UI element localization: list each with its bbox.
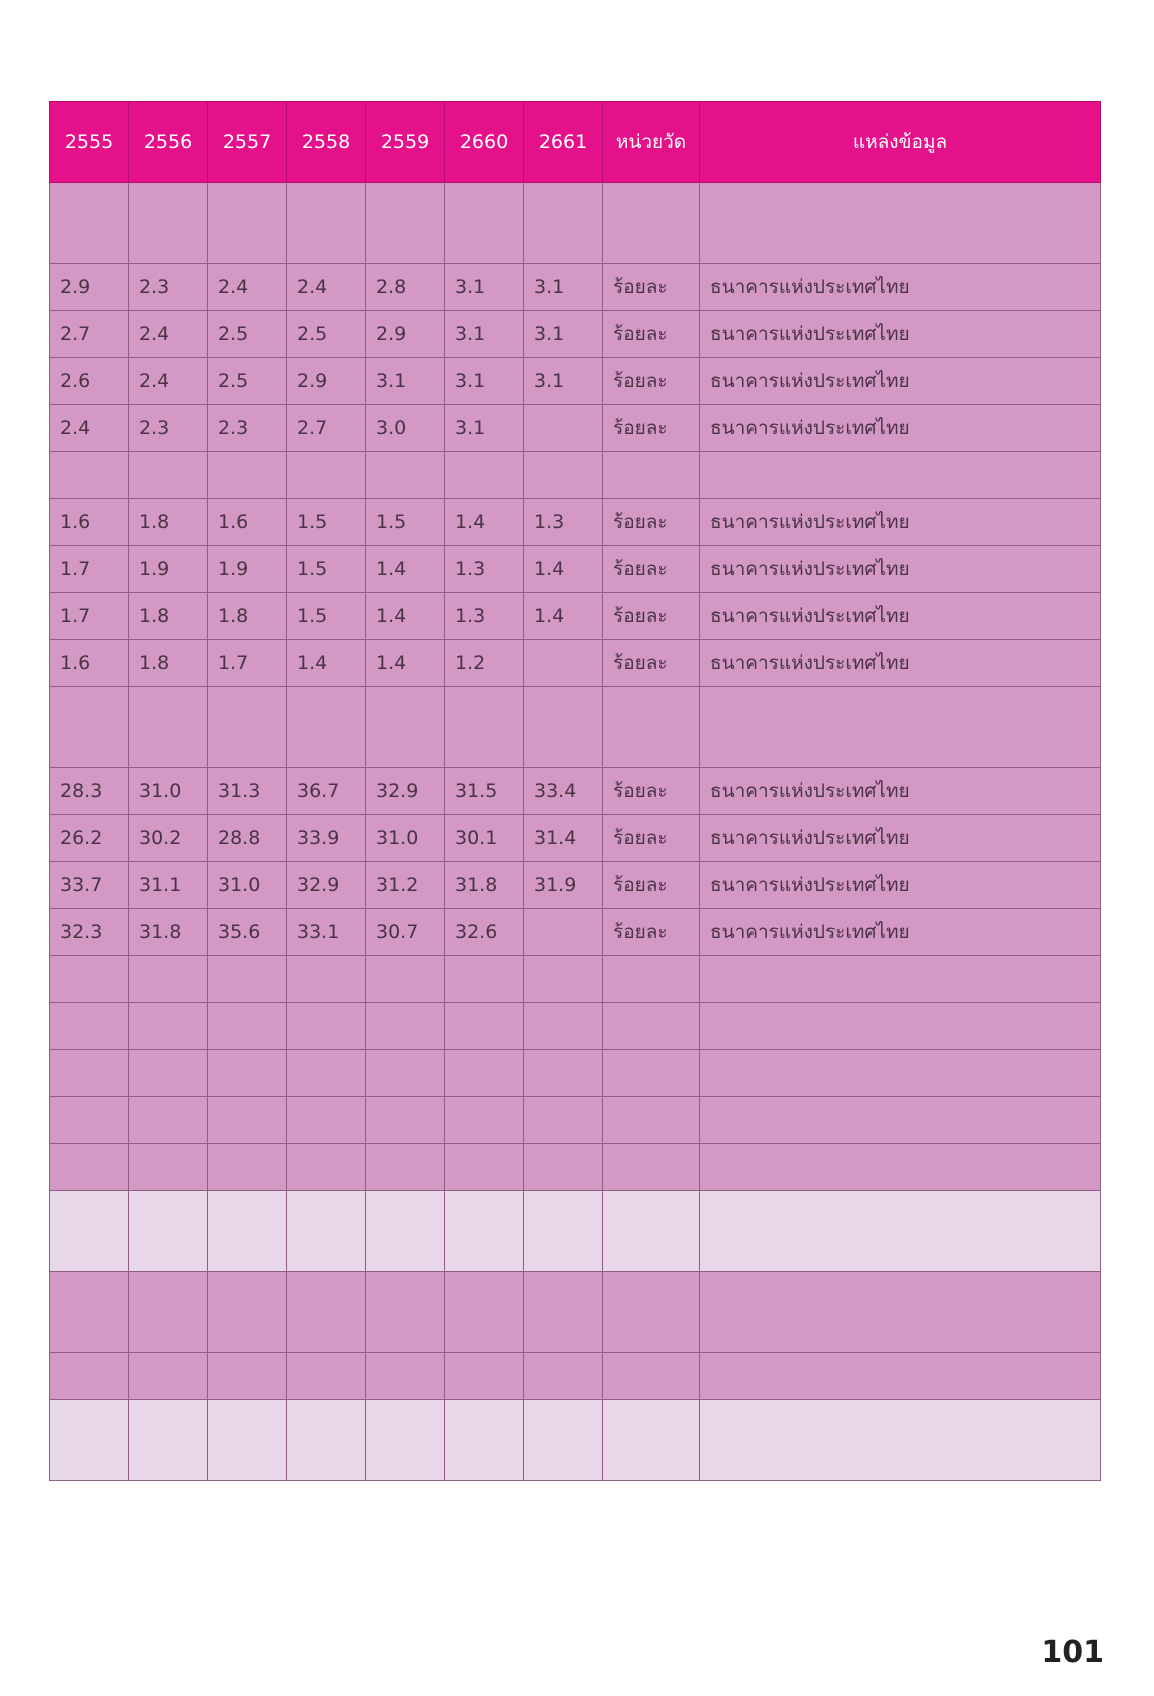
table-cell: 2.6 [50,358,129,405]
table-cell: 2.4 [287,264,366,311]
table-cell: ร้อยละ [603,358,700,405]
table-cell: 2.7 [50,311,129,358]
table-cell [50,687,129,768]
table-cell [524,1353,603,1400]
table-cell [129,1050,208,1097]
table-cell [524,1097,603,1144]
column-header: 2556 [129,102,208,183]
table-row [50,1191,1101,1272]
table-cell: 1.4 [366,546,445,593]
table-cell [700,1272,1101,1353]
data-table [49,101,1101,1481]
table-row [50,183,1101,264]
table-row [50,956,1101,1003]
table-cell [524,1272,603,1353]
table-cell: 31.5 [445,768,524,815]
table-cell: ธนาคารแห่งประเทศไทย [700,640,1101,687]
table-row [50,1003,1101,1050]
table-cell: ธนาคารแห่งประเทศไทย [700,405,1101,452]
table-cell: 35.6 [208,909,287,956]
table-cell: ธนาคารแห่งประเทศไทย [700,909,1101,956]
table-cell: 2.7 [287,405,366,452]
table-cell [700,1191,1101,1272]
table-cell: ธนาคารแห่งประเทศไทย [700,768,1101,815]
table-row [50,264,1101,311]
table-cell [366,1097,445,1144]
table-cell: 33.7 [50,862,129,909]
table-cell [445,1050,524,1097]
table-cell: 2.3 [129,405,208,452]
table-cell [129,1144,208,1191]
table-cell [445,1400,524,1481]
table-cell [445,452,524,499]
table-cell: ร้อยละ [603,499,700,546]
table-row [50,1050,1101,1097]
table-cell [445,1191,524,1272]
header-row [50,102,1101,183]
table-cell [50,1144,129,1191]
table-cell: ร้อยละ [603,768,700,815]
table-cell: 2.8 [366,264,445,311]
table-cell: 31.9 [524,862,603,909]
table-cell: ธนาคารแห่งประเทศไทย [700,264,1101,311]
table-cell [700,1097,1101,1144]
table-cell [445,956,524,1003]
table-cell: 1.4 [366,593,445,640]
table-cell [524,640,603,687]
table-cell: 31.8 [445,862,524,909]
table-row [50,593,1101,640]
table-row [50,687,1101,768]
table-cell [366,1003,445,1050]
table-cell [129,1191,208,1272]
table-cell [366,956,445,1003]
table-cell [524,1191,603,1272]
table-cell: 1.4 [524,593,603,640]
table-cell: 1.9 [208,546,287,593]
table-cell [208,183,287,264]
table-cell [603,183,700,264]
table-row [50,862,1101,909]
table-cell [287,1191,366,1272]
table-cell: 36.7 [287,768,366,815]
table-cell: 32.3 [50,909,129,956]
table-cell [129,1353,208,1400]
table-cell [50,1191,129,1272]
table-cell [445,1272,524,1353]
table-cell [524,1144,603,1191]
table-cell: 1.5 [366,499,445,546]
table-row [50,1272,1101,1353]
table-cell: 1.5 [287,593,366,640]
table-cell: 28.8 [208,815,287,862]
table-cell [524,687,603,768]
table-cell: 1.6 [50,499,129,546]
table-cell [287,1050,366,1097]
table-cell: 3.1 [366,358,445,405]
table-row [50,499,1101,546]
table-cell [287,452,366,499]
table-cell: 3.1 [445,311,524,358]
table-cell [208,1144,287,1191]
table-cell [603,1400,700,1481]
table-cell [524,405,603,452]
table-cell: 31.0 [366,815,445,862]
table-cell: 30.2 [129,815,208,862]
table-cell [524,183,603,264]
table-cell: 31.8 [129,909,208,956]
table-cell: 1.5 [287,499,366,546]
table-cell: 3.1 [524,264,603,311]
table-cell: 31.0 [208,862,287,909]
table-cell [700,183,1101,264]
table-cell [700,1400,1101,1481]
table-cell: 2.5 [208,358,287,405]
table-cell: 1.7 [50,593,129,640]
table-cell [603,1272,700,1353]
table-cell: 2.9 [50,264,129,311]
table-cell: 3.1 [445,405,524,452]
table-cell [524,452,603,499]
table-cell [524,956,603,1003]
table-cell: 1.9 [129,546,208,593]
table-cell [50,1400,129,1481]
column-header: 2559 [366,102,445,183]
table-cell: ร้อยละ [603,640,700,687]
table-row [50,1097,1101,1144]
table-cell [524,1400,603,1481]
table-cell: 1.3 [445,593,524,640]
table-cell [524,1050,603,1097]
table-cell: ร้อยละ [603,815,700,862]
table-cell: 3.1 [524,358,603,405]
table-cell: 1.4 [366,640,445,687]
table-cell: 3.1 [524,311,603,358]
table-row [50,546,1101,593]
table-cell: 33.9 [287,815,366,862]
table-cell [366,1272,445,1353]
table-cell [366,1050,445,1097]
table-cell: 1.4 [524,546,603,593]
table-cell [129,687,208,768]
table-cell: ธนาคารแห่งประเทศไทย [700,358,1101,405]
table-cell [50,452,129,499]
table-cell [700,1144,1101,1191]
table-cell: 2.4 [50,405,129,452]
table-cell [366,183,445,264]
table-cell: 1.5 [287,546,366,593]
table-cell: 2.5 [208,311,287,358]
table-cell [287,956,366,1003]
table-cell [208,1353,287,1400]
table-cell [287,183,366,264]
table-cell [129,1097,208,1144]
table-row [50,452,1101,499]
table-cell: 1.3 [524,499,603,546]
table-body [50,183,1101,1481]
table-cell [366,1400,445,1481]
table-cell [129,183,208,264]
table-cell: 31.3 [208,768,287,815]
column-header: 2558 [287,102,366,183]
table-cell: ธนาคารแห่งประเทศไทย [700,311,1101,358]
table-cell [50,1003,129,1050]
table-cell [603,1003,700,1050]
column-header: 2660 [445,102,524,183]
table-cell [603,1144,700,1191]
table-cell: 32.6 [445,909,524,956]
table-cell: 1.8 [208,593,287,640]
table-cell [445,183,524,264]
table-row [50,909,1101,956]
table-cell [700,1050,1101,1097]
table-cell [524,909,603,956]
table-cell: 32.9 [287,862,366,909]
table-cell [208,1050,287,1097]
table-cell: 3.1 [445,358,524,405]
table-cell [603,1191,700,1272]
table-cell: 2.4 [129,358,208,405]
table-cell: ธนาคารแห่งประเทศไทย [700,593,1101,640]
table-cell: ร้อยละ [603,311,700,358]
table-cell [50,956,129,1003]
table-cell [445,687,524,768]
table-cell: 1.8 [129,640,208,687]
table-row [50,1400,1101,1481]
table-cell: ร้อยละ [603,909,700,956]
table-cell [129,956,208,1003]
table-cell: ร้อยละ [603,862,700,909]
table-cell: ธนาคารแห่งประเทศไทย [700,546,1101,593]
table-cell: 1.8 [129,593,208,640]
table-cell [366,452,445,499]
table-cell [287,1272,366,1353]
table-cell: 2.9 [366,311,445,358]
table-cell [287,687,366,768]
table-cell [445,1003,524,1050]
table-cell: ร้อยละ [603,264,700,311]
table-cell: 3.0 [366,405,445,452]
table-row [50,405,1101,452]
table-cell [700,1003,1101,1050]
table-cell: 33.4 [524,768,603,815]
table-cell [208,1097,287,1144]
table-cell [287,1144,366,1191]
table-cell: 2.4 [208,264,287,311]
table-cell [603,1353,700,1400]
table-cell [287,1003,366,1050]
table-cell [700,1353,1101,1400]
table-cell [208,956,287,1003]
table-cell: 1.6 [208,499,287,546]
column-header: แหล่งข้อมูล [700,102,1101,183]
table-cell: 30.1 [445,815,524,862]
table-cell [603,452,700,499]
table-cell: 31.0 [129,768,208,815]
table-cell [208,452,287,499]
table-cell: 1.3 [445,546,524,593]
table-cell [603,687,700,768]
table-cell: 31.1 [129,862,208,909]
table-cell: 1.4 [445,499,524,546]
column-header: 2557 [208,102,287,183]
table-cell [366,687,445,768]
table-cell [50,1050,129,1097]
table-cell [208,1272,287,1353]
table-row [50,358,1101,405]
table-cell: 2.3 [208,405,287,452]
table-cell [50,183,129,264]
table-cell [129,1272,208,1353]
table-row [50,311,1101,358]
table-cell: 30.7 [366,909,445,956]
page-number: 101 [1041,1635,1104,1670]
table-cell: 1.6 [50,640,129,687]
table-cell [366,1191,445,1272]
table-cell [208,1191,287,1272]
table-cell: 32.9 [366,768,445,815]
table-cell: 1.7 [208,640,287,687]
table-cell: 31.4 [524,815,603,862]
table-row [50,1144,1101,1191]
table-cell [208,687,287,768]
table-cell [603,1050,700,1097]
table-cell: 31.2 [366,862,445,909]
table-cell: 1.7 [50,546,129,593]
table-cell [445,1353,524,1400]
table-cell [50,1097,129,1144]
table-cell: 3.1 [445,264,524,311]
table-cell [700,452,1101,499]
table-cell [445,1097,524,1144]
table-cell: 2.5 [287,311,366,358]
table-cell [129,452,208,499]
table-cell [208,1400,287,1481]
table-cell: 26.2 [50,815,129,862]
table-cell [366,1353,445,1400]
table-cell: ร้อยละ [603,546,700,593]
table-cell: 1.4 [287,640,366,687]
table-cell [445,1144,524,1191]
column-header: หน่วยวัด [603,102,700,183]
table-row [50,1353,1101,1400]
table-cell: 2.9 [287,358,366,405]
table-cell [603,1097,700,1144]
table-cell [524,1003,603,1050]
table-row [50,768,1101,815]
table-cell [366,1144,445,1191]
table-cell: 1.8 [129,499,208,546]
table-cell [287,1097,366,1144]
table-cell [603,956,700,1003]
table-cell: 2.4 [129,311,208,358]
table-cell [700,687,1101,768]
table-cell: 1.2 [445,640,524,687]
table-cell [50,1353,129,1400]
table-cell [287,1400,366,1481]
table-cell: 2.3 [129,264,208,311]
table-cell [129,1400,208,1481]
table-row [50,815,1101,862]
table-cell [129,1003,208,1050]
column-header: 2661 [524,102,603,183]
table-cell: ร้อยละ [603,593,700,640]
table-cell [287,1353,366,1400]
table-cell: 33.1 [287,909,366,956]
column-header: 2555 [50,102,129,183]
table-cell [208,1003,287,1050]
table-cell: ธนาคารแห่งประเทศไทย [700,862,1101,909]
table-cell [50,1272,129,1353]
table-cell: ร้อยละ [603,405,700,452]
table-cell: ธนาคารแห่งประเทศไทย [700,815,1101,862]
table-cell: 28.3 [50,768,129,815]
table-row [50,640,1101,687]
table-cell [700,956,1101,1003]
table-cell: ธนาคารแห่งประเทศไทย [700,499,1101,546]
